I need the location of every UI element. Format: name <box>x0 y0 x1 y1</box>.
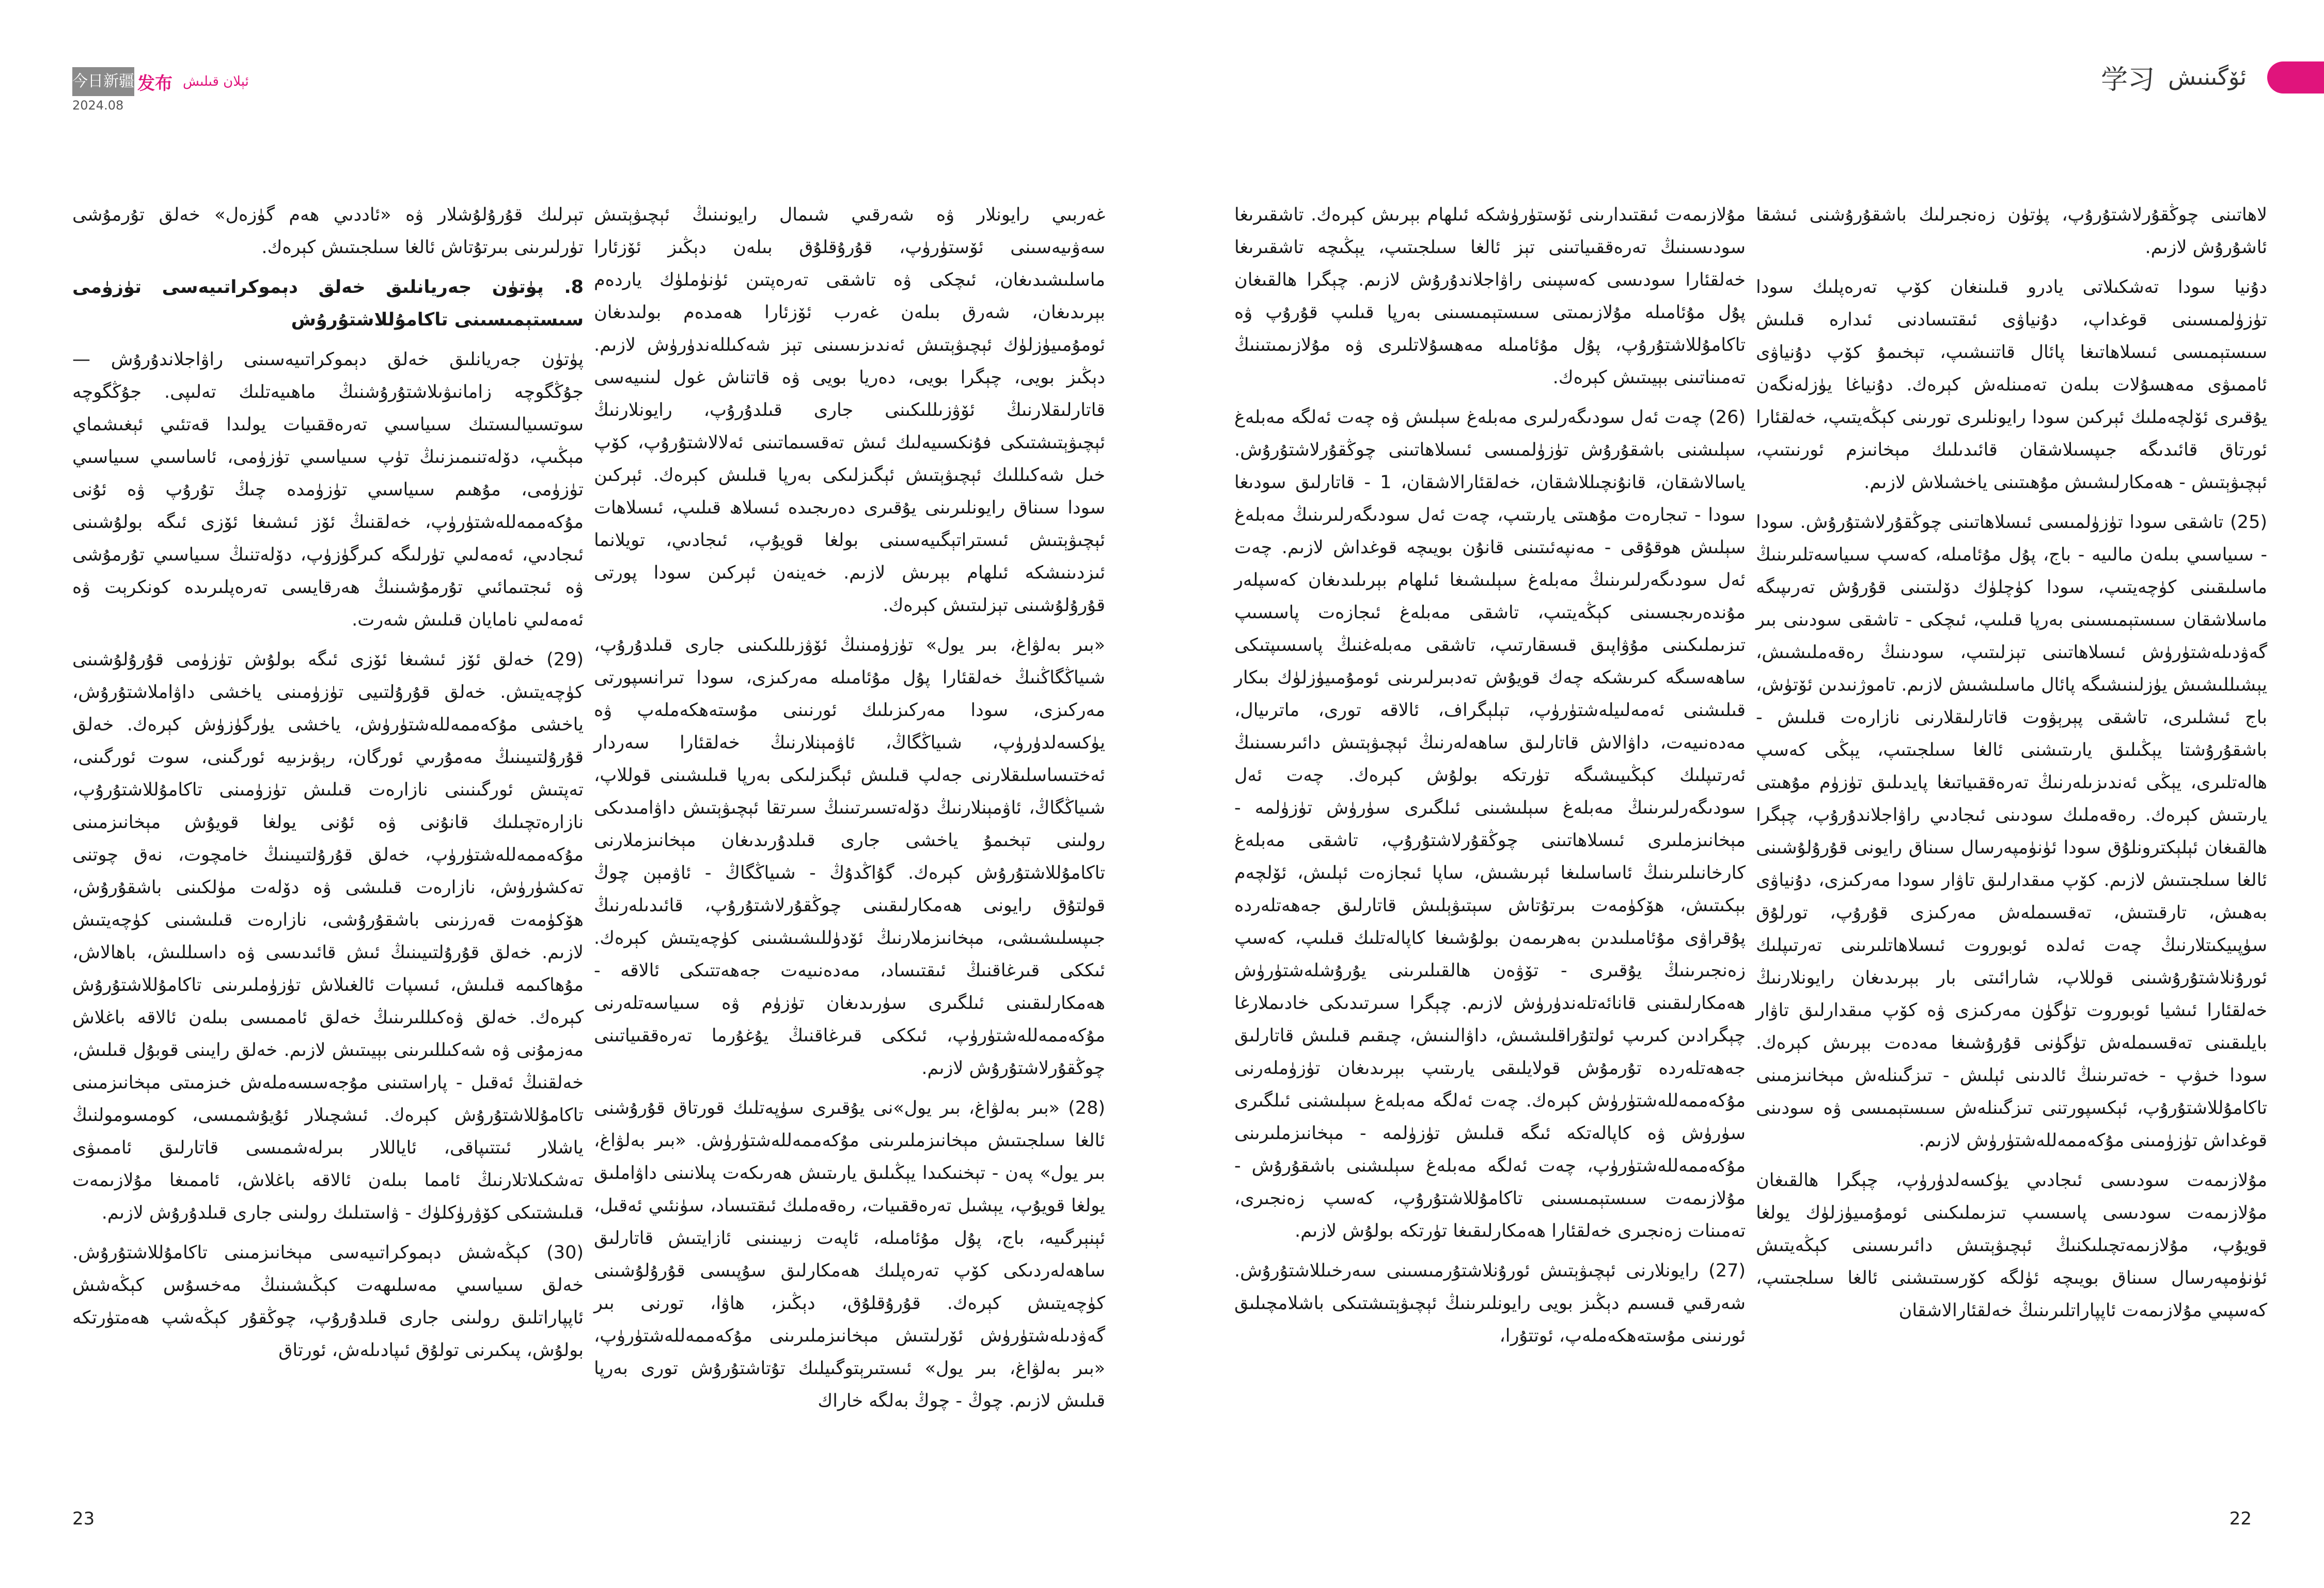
right-page <box>1162 0 2324 1588</box>
masthead <box>72 67 249 113</box>
page-number: 22 <box>2229 1508 2252 1529</box>
paragraph: تېرلىك قۇرۇلۇشلار ۋە «ئاددىي ھەم گۈزەل» خەلق تۇرمۇشى تۈرلىرىنى بىرتۇتاش ئالغا سىلجىتىش كېرەك. <box>72 205 584 258</box>
left-page-column-1 <box>594 199 1105 1425</box>
paragraph: دۇنيا سودا تەشكىلاتى يادرو قىلىنغان كۆپ تەرەپلىك سودا تۈزۈلمىسىنى قوغداپ، دۇنياۋى ئىقتىسادنى ئىدارە قىلىش سىستېمىسى ئىسلاھاتىغا پائال قاتنىشىپ، تېخىمۇ كۆپ دۇنياۋى ئاممىۋى مەھسۇلات بىلەن تەمىنلەش كېرەك. دۇنياغا يۈزلەنگەن يۇقىرى ئۆلچەملىك ئېركىن سودا رايونلىرى تورىنى كېڭەيتىپ، خەلقئارا ئورتاق قائىدىگە جىپسىلاشقان قائىدىلىك مېخانىزم ئورنىتىپ، ئېچىۋېتىش - ھەمكارلىشىش مۇھىتىنى ياخشىلاش لازىم. <box>1756 277 2267 493</box>
right-page-column-2 <box>1756 199 2267 1334</box>
paragraph: مۇلازىمەت سودىسى ئىجادىي يۈكسەلدۈرۈپ، چېگرا ھالقىغان مۇلازىمەت سودىسى پاسسىپ تىزىملىكىنى ئومۇمىيۈزلۈك يولغا قويۇپ، مۇلازىمەتچىلىكنىڭ ئېچىۋېتىش دائىرىسىنى كېڭەيتىش ئۈنۈمپەرسال سىناق بويىچە ئۈلگە كۆرسىتىشنى ئالغا سىلجىتىپ، كەسپىي مۇلازىمەت ئاپپاراتلىرىنىڭ خەلقئارالاشقان <box>1756 1170 2267 1321</box>
paragraph: پۈتۈن جەريانلىق خەلق دېموكراتىيەسىنى راۋاجلاندۇرۇش — جۇڭگوچە زامانىۋىلاشتۇرۇشنىڭ ماھىيەتلىك تەلىپى. جۇڭگوچە سوتسىيالىستىك سىياسىي تەرەققىيات يولىدا قەتئىي ئېغىشماي مېڭىپ، دۆلەتنىمىزنىڭ تۈپ سىياسىي تۈزۈمى، ئاساسىي سىياسىي تۈزۈمى، مۇھىم سىياسىي تۈزۈمدە چىڭ تۇرۇپ ۋە ئۇنى مۇكەممەللەشتۈرۈپ، خەلقنىڭ ئۆز ئىشىغا ئۆزى ئىگە بولۇشىنى ئىجادىي، ئەمەلىي تۈرلىگە كىرگۈزۈپ، دۆلەتنىڭ سىياسىي تۇرمۇشى ۋە ئىجتىمائىي تۇرمۇشىنىڭ ھەرقايسى تەرەپلىرىدە كونكرېت ۋە ئەمەلىي نامايان قىلىش شەرت. <box>72 349 584 630</box>
paragraph: مۇلازىمەت ئىقتىدارىنى ئۆستۈرۈشكە ئىلھام بېرىش كېرەك. تاشقىرىغا سودىسىنىڭ تەرەققىياتىنى تېز ئالغا سىلجىتىپ، يېڭىچە تاشقىرىغا خەلقئارا سودىسى كەسپىنى راۋاجلاندۇرۇش لازىم. چېگرا ھالقىغان پۇل مۇئامىلە مۇلازىمىتى سىستېمىسىنى بەرپا قىلىپ قۇرۇپ ۋە تاكامۇللاشتۇرۇپ، پۇل مۇئامىلە مەھسۇلاتلىرى ۋە مۇلازىمىتىنىڭ تەمىناتىنى بېيىتىش كېرەك. <box>1234 205 1746 388</box>
paragraph: «بىر بەلۋاغ، بىر يول» تۈزۈمىنىڭ ئۆۋزىللىكىنى جارى قىلدۇرۇپ، شىياڭگاڭنىڭ خەلقئارا پۇل مۇئامىلە مەركىزى، سودا تىرانسپورتى مەركىزى، سودا مەركىزىلىك ئورنىنى مۇستەھكەملەپ ۋە يۈكسەلدۈرۈپ، شىياڭگاڭ، ئاۋمېنلارنىڭ خەلقئارا سەردار ئەختىساسلىقلارنى جەلپ قىلىش ئېگىزلىكى بەرپا قىلىشىنى قوللاپ، شىياڭگاڭ، ئاۋمېنلارنىڭ دۆلەتسىرتىنىڭ سىرتقا ئېچىۋېتىش داۋامىدىكى رولىنى تېخىمۇ ياخشى جارى قىلدۇرىدىغان مېخانىزملارنى تاكامۇللاشتۇرۇش كېرەك. گۇاڭدۇڭ - شىياڭگاڭ - ئاۋمېن چوڭ قولتۇق رايونى ھەمكارلىقىنى چوڭقۇرلاشتۇرۇپ، قائىدىلەرنىڭ جىپسلىشىشى، مېخانىزملارنىڭ ئۆدۈللىشىشىنى كۈچەيتىش كېرەك. ئىككى قىرغاقنىڭ ئىقتىساد، مەدەنىيەت جەھەتتىكى ئالاقە - ھەمكارلىقىنى ئىلگىرى سۈرىدىغان تۈزۈم ۋە سىياسەتلەرنى مۇكەممەللەشتۈرۈپ، ئىككى قىرغاقنىڭ يۇغۇرما تەرەققىياتىنى چوڭقۇرلاشتۇرۇش لازىم. <box>594 635 1105 1079</box>
section-heading: 8. پۈتۈن جەريانلىق خەلق دېموكراتىيەسى تۈزۈمى سىستېمىسىنى تاكامۇللاشتۇرۇش <box>72 277 584 330</box>
paragraph: (29) خەلق ئۆز ئىشىغا ئۆزى ئىگە بولۇش تۈزۈمى قۇرۇلۇشىنى كۈچەيتىش. خەلق قۇرۇلتىيى تۈزۈمىنى ياخشى داۋاملاشتۇرۇش، ياخشى مۇكەممەللەشتۈرۈش، ياخشى يۈرگۈزۈش كېرەك. خەلق قۇرۇلتىيىنىڭ مەمۇرىي ئورگان، رېۋىزىيە ئورگىنى، سوت ئورگىنى، تەپتىش ئورگىنىنى نازارەت قىلىش تۈزۈمىنى تاكامۇللاشتۇرۇپ، نازارەتچىلىك قانۇنى ۋە ئۇنى يولغا قويۇش مېخانىزمىنى مۇكەممەللەشتۈرۈپ، خەلق قۇرۇلتىيىنىڭ خامچوت، نەق چوتنى تەكشۈرۈش، نازارەت قىلىشى ۋە دۆلەت مۈلكىنى باشقۇرۇش، ھۆكۈمەت قەرزىنى باشقۇرۇشى، نازارەت قىلىشىنى كۈچەيتىش لازىم. خەلق قۇرۇلتىيىنىڭ ئىش قائىدىسى ۋە داسىللىش، باھالاش، مۇھاكىمە قىلىش، ئىسپات ئالغىلاش تۈزۈملىرىنى تاكامۇللاشتۇرۇش كېرەك. خەلق ۋەكىللىرىنىڭ خەلق ئاممىسى بىلەن ئالاقە باغلاش مەزمۇنى ۋە شەكىللىرىنى بېيىتىش لازىم. خەلق رايىنى قوبۇل قىلىش، خەلقنىڭ ئەقىل - پاراستىنى مۇجەسسەملەش خىزمىتى مېخانىزمىنى تاكامۇللاشتۇرۇش كېرەك. ئىشچىلار ئۇيۇشمىسى، كومسومولنىڭ ياشلار ئىتتىپاقى، ئاياللار بىرلەشمىسى قاتارلىق ئاممىۋى تەشكىلاتلارنىڭ ئامما بىلەن ئالاقە باغلاش، ئاممىغا مۇلازىمەت قىلىشتىكى كۆۋرۈكلۈك - ۋاستىلىك رولىنى جارى قىلدۇرۇش لازىم. <box>72 649 584 1223</box>
section-title-uy: ئۆگىنىش <box>2168 64 2247 90</box>
paragraph: غەربىي رايونلار ۋە شەرقىي شىمال رايونىنىڭ ئېچىۋېتىش سەۋىيەسىنى ئۆستۈرۈپ، قۇرۇقلۇق بىلەن دېڭىز ئۆزئارا ماسلىشىدىغان، ئىچكى ۋە تاشقى تەرەپتىن ئۈنۈملۈك ياردەم بېرىدىغان، شەرق بىلەن غەرب ئۆزئارا ھەمدەم بولىدىغان ئومۇمىيۈزلۈك ئېچىۋېتىش ئەندىزىسىنى تېز شەكىللەندۈرۈش لازىم. دېڭىز بويى، چېگرا بويى، دەريا بويى ۋە قاتناش غول لىنىيەسى قاتارلىقلارنىڭ ئۆۋزىللىكىنى جارى قىلدۇرۇپ، رايونلارنىڭ ئېچىۋېتىشتىكى فۇنكسىيەلىك ئىش تەقسىماتىنى ئەلالاشتۇرۇپ، كۆپ خىل شەكىللىك ئېچىۋېتىش ئېگىزلىكى بەرپا قىلىش كېرەك. ئېركىن سودا سىناق رايونلىرىنى يۇقىرى دەرىجىدە ئىسلاھ قىلىپ، ئىسلاھات ئېچىۋېتىش ئىستراتېگىيەسىنى بولغا قويۇپ، ئىجادىي، تويلانما ئىزدىنىشكە ئىلھام بېرىش لازىم. خەينەن ئېركىن سودا پورتى قۇرۇلۇشىنى تېزلىتىش كېرەك. <box>594 205 1105 616</box>
left-header <box>72 67 249 113</box>
right-page-column-1 <box>1234 199 1746 1360</box>
issue-date: 2024.08 <box>72 98 124 113</box>
section-title-cn: 学习 <box>2101 65 2155 96</box>
paragraph: (26) چەت ئەل سودىگەرلىرى مەبلەغ سېلىش ۋە چەت ئەلگە مەبلەغ سېلىشنى باشقۇرۇش تۈزۈلمىسى ئىسلاھاتىنى چوڭقۇرلاشتۇرۇش. ياسالاشقان، قانۇنچىللاشقان، خەلقئارالاشقان، 1 - قاتارلىق سودىغا سودا - تىجارەت مۇھىتى يارىتىپ، چەت ئەل سودىگەرلىرىنىڭ مەبلەغ سېلىش ھوقۇقى - مەنپەئىتىنى قانۇن بويىچە قوغداش لازىم. چەت ئەل سودىگەرلىرىنىڭ مەبلەغ سېلىشىغا ئىلھام بېرىلىدىغان كەسپلەر مۇندەرىجىسىنى كېڭەيتىپ، تاشقى مەبلەغ ئىجازەت پاسسىپ تىزىملىكىنى مۇۋاپىق قىسقارتىپ، تاشقى مەبلەغنىڭ پاسسىپتىكى ساھەسىگە كىرىشكە چەك قويۇش تەدبىرلىرىنى ئومۇمىيۈزلۈك بىكار قىلىشنى ئەمەلىيلەشتۈرۈپ، تېلېگراف، ئالاقە تورى، ماترىيال، مەدەنىيەت، داۋالاش قاتارلىق ساھەلەرنىڭ ئېچىۋېتىش دائىرىسىنىڭ ئەرتىپلىك كېڭىيىشىگە تۈرتكە بولۇش كېرەك. چەت ئەل سودىگەرلىرىنىڭ مەبلەغ سېلىشىنى ئىلگىرى سۈرۈش تۈزۈلمە - مېخانىزملىرى ئىسلاھاتىنى چوڭقۇرلاشتۇرۇپ، تاشقى مەبلەغ كارخانىلىرىنىڭ ئاساسلىغا ئېرىشىش، ساپا ئىجازەت ئېلىش، ئۆلچەم بېكىتىش، ھۆكۈمەت بىرتۇتاش سېتىۋېلىش قاتارلىق جەھەتلەردە پۇقراۋى مۇئامىلىدىن بەھرىمەن بولۇشىغا كاپالەتلىك قىلىپ، كەسپ زەنجىرىنىڭ يۇقىرى - تۆۋەن ھالقىلىرىنى يۇرۇشلەشتۈرۈش ھەمكارلىقىنى قانائەتلەندۈرۈش لازىم. چېگرا سىرتىدىكى خادىملارغا چېگرادىن كىرىپ ئولتۇراقلىشىش، داۋالىنىش، چىقىم قىلىش قاتارلىق جەھەتلەردە تۇرمۇش قولايلىقى يارىتىپ بېرىدىغان تۈزۈملەرنى مۇكەممەللەشتۈرۈش كېرەك. چەت ئەلگە مەبلەغ سېلىشنى ئىلگىرى سۈرۈش ۋە كاپالەتكە ئىگە قىلىش تۈزۈلمە - مېخانىزملىرىنى مۇكەممەللەشتۈرۈپ، چەت ئەلگە مەبلەغ سېلىشنى باشقۇرۇش - مۇلازىمەت سىستېمىسىنى تاكامۇللاشتۇرۇپ، كەسپ زەنجىرى، تەمىنات زەنجىرى خەلقئارا ھەمكارلىقىغا تۈرتكە بولۇش لازىم. <box>1234 407 1746 1241</box>
paragraph: لاھاتىنى چوڭقۇرلاشتۇرۇپ، پۈتۈن زەنجىرلىك باشقۇرۇشنى ئىشقا ئاشۇرۇش لازىم. <box>1756 205 2267 258</box>
paragraph: (25) تاشقى سودا تۈزۈلمىسى ئىسلاھاتىنى چوڭقۇرلاشتۇرۇش. سودا - سىياسىي بىلەن مالىيە - باج، پۇل مۇئامىلە، كەسپ سىياسەتلىرىنىڭ ماسلىقىنى كۈچەيتىپ، سودا كۈچلۈك دۆلىتىنى قۇرۇش تەرىپىگە ماسلاشقان سىستېمىسىنى بەرپا قىلىپ، ئىچكى - تاشقى سودىنى بىر گەۋدىلەشتۈرۈش ئىسلاھاتىنى تېزلىتىپ، سودىنىڭ رەقەملىشىش، يېشىللىشىش يۈزلىنىشىگە پائال ماسلىشىش لازىم. تاموژنىدىن ئۆتۈش، باج ئىشلىرى، تاشقى پېرېۋوت قاتارلىقلارنى نازارەت قىلىش - باشقۇرۇشتا يېڭىلىق يارىتىشنى ئالغا سىلجىتىپ، يېڭى كەسپ ھالەتلىرى، يېڭى ئەندىزىلەرنىڭ تەرەققىياتىغا پايدىلىق تۈزۈم مۇھىتى يارىتىش كېرەك. رەقەملىك سودىنى ئىجادىي راۋاجلاندۇرۇپ، چېگرا ھالقىغان ئېلېكترونلۇق سودا ئۈنۈمپەرسال سىناق رايونى قۇرۇلۇشىنى ئالغا سىلجىتىش لازىم. كۆپ مىقدارلىق تاۋار سودا مەركىزى، دۇنياۋى بەھىش، تارقىتىش، تەقسىملەش مەركىزى قۇرۇپ، تورلۇق سۈپىيكىتلارنىڭ چەت ئەلدە ئوبوروت ئىسلاھاتلىرىنى تەرتىپلىك ئورۇنلاشتۇرۇشىنى قوللاپ، شارائىتى بار بېرىدىغان رايونلارنىڭ خەلقئارا ئىشيا ئوبوروت تۈگۈن مەركىزى ۋە كۆپ مىقدارلىق تاۋار بايلىقىنى تەقسىملەش تۈگۈنى قۇرۇشىغا مەدەت بېرىش كېرەك. سودا خىۋپ - خەتىرىنىڭ ئالدىنى ئېلىش - تىزگىنلەش مېخانىزمىنى تاكامۇللاشتۇرۇپ، ئېكسپورتنى تىزگىنلەش سىستېمىسى ۋە سودىنى قوغداش تۈزۈمىنى مۇكەممەللەشتۈرۈش لازىم. <box>1756 512 2267 1151</box>
page-number: 23 <box>72 1508 95 1529</box>
masthead-row <box>72 67 249 96</box>
paragraph: (28) «بىر بەلۋاغ، بىر يول»نى يۇقىرى سۈپەتلىك قورتاق قۇرۇشنى ئالغا سىلجىتىش مېخانىزملىرىنى مۇكەممەللەشتۈرۈش. «بىر بەلۋاغ، بىر يول» پەن - تېخنىكىدا يېڭىلىق يارىتىش ھەرىكەت پىلانىنى داۋاملىق يولغا قويۇپ، يېشىل تەرەققىيات، رەقەملىك ئىقتىساد، سۈنئىي ئەقىل، ئېنېرگىيە، باج، پۇل مۇئامىلە، ئاپەت زىيىنىنى ئازايتىش قاتارلىق ساھەلەردىكى كۆپ تەرەپلىك ھەمكارلىق سۇپىسى قۇرۇلۇشىنى كۈچەيتىش كېرەك. قۇرۇقلۇق، دېڭىز، ھاۋا، تورنى بىر گەۋدىلەشتۈرۈش ئۆرلىتىش مېخانىزملىرىنى مۇكەممەللەشتۈرۈپ، «بىر بەلۋاغ، بىر يول» ئىستىرېتوگىيلىك تۇتاشتۇرۇش تورى بەرپا قىلىش لازىم. چوڭ - چوڭ بەلگە خاراك <box>594 1098 1105 1411</box>
magazine-logo: 今日新疆 <box>72 67 134 96</box>
section-label-uy: ئېلان قىلىش <box>183 74 249 89</box>
paragraph: (27) رايونلارنى ئېچىۋېتىش ئورۇنلاشتۇرمىسىنى سەرخىللاشتۇرۇش. شەرقىي قىسىم دېڭىز بويى رايونلىرىنىڭ ئېچىۋېتىشتىكى باشلامچىلىق ئورنىنى مۇستەھكەملەپ، ئوتتۇرا، <box>1234 1260 1746 1346</box>
right-header <box>2101 58 2324 97</box>
paragraph: (30) كېڭەشش دېموكراتىيەسى مېخانىزمىنى تاكامۇللاشتۇرۇش. خەلق سىياسىي مەسلىھەت كېڭىشىنىڭ مەخسۇس كېڭەشش ئاپپاراتلىق رولىنى جارى قىلدۇرۇپ، چوڭقۇر كېڭەشپ ھەمتۈرتكە بولۇش، پىكىرنى تولۇق ئىپادىلەش، ئورتاق <box>72 1242 584 1361</box>
section-label-cn: 发布 <box>137 73 172 94</box>
accent-tab <box>2267 61 2324 94</box>
left-page-column-2 <box>72 199 584 1374</box>
